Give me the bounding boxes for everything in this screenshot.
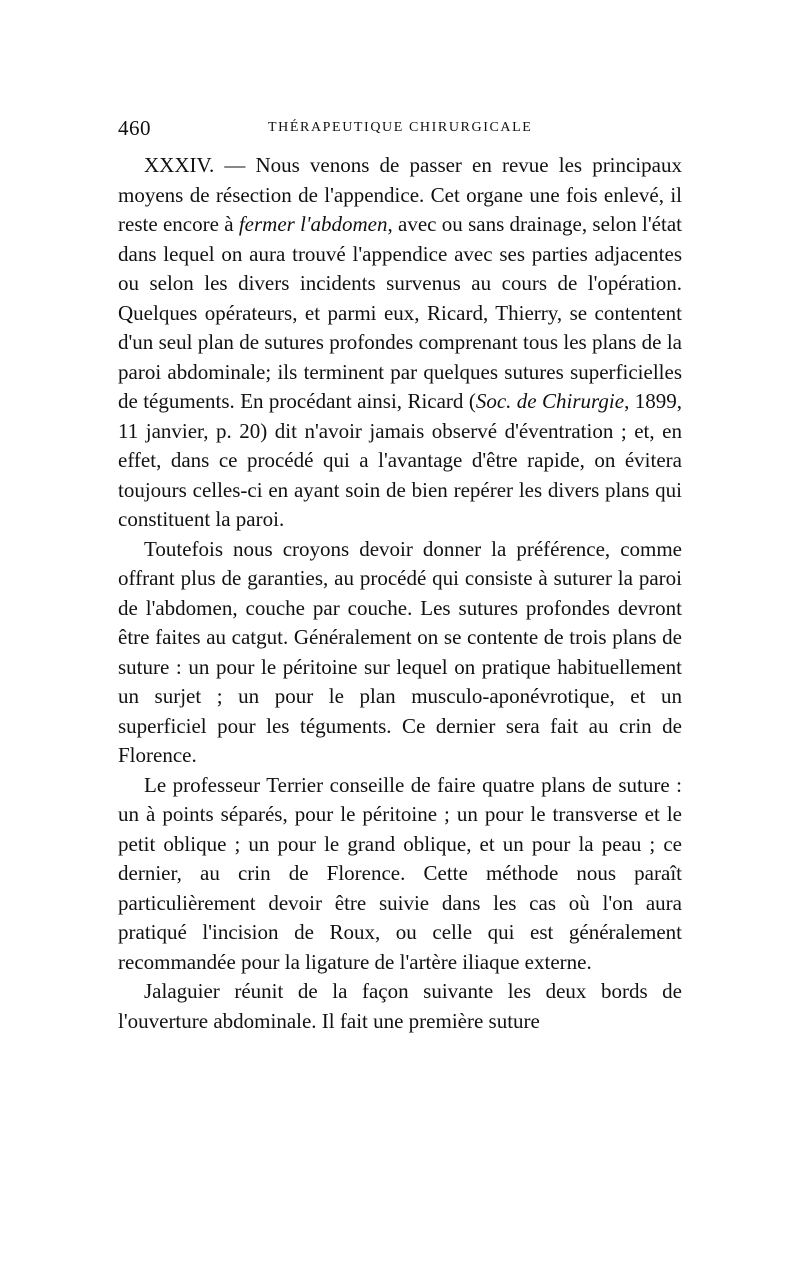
paragraph (118, 151, 682, 535)
page-header (118, 116, 682, 146)
paragraph (118, 535, 682, 771)
italic-text: fermer l'abdomen (238, 212, 388, 236)
text-segment: Jalaguier réunit de la façon suivante les deux bords de l'ouverture abdominale. Il fait une première suture (118, 979, 682, 1033)
page-number: 460 (118, 116, 151, 140)
body-text (118, 151, 682, 1036)
text-segment: Le professeur Terrier conseille de faire quatre plans de suture : un à points séparés, pour le péritoine ; un pour le transverse et le petit oblique ; un pour le grand oblique, et un pour la peau ; ce dernier, au crin de Florence. Cette méthode nous paraît particulièrement devoir être suivie dans les cas où l'on aura pratiqué l'incision de Roux, ou celle qui est généralement recommandée pour la ligature de l'artère iliaque externe. (118, 772, 682, 974)
text-segment: , avec ou sans drainage, selon l'état dans lequel on aura trouvé l'appendice avec ses parties adjacentes ou selon les divers incidents survenus au cours de l'opération. Quelques opérateurs, et parmi eux, Ricard, Thierry, se contentent d'un seul plan de sutures profondes comprenant tous les plans de la paroi abdominale; ils terminent par quelques sutures superficielles de téguments. En procédant ainsi, Ricard ( (118, 212, 682, 413)
running-head: THÉRAPEUTIQUE CHIRURGICALE (268, 120, 533, 135)
text-segment: , 1899, 11 janvier, p. 20) dit n'avoir jamais observé d'éventration ; et, en effet, dans ce procédé qui a l'avantage d'être rapide, on évitera toujours celles-ci en ayant soin de bien repérer les divers plans qui constituent la paroi. (118, 389, 682, 531)
paragraph (118, 771, 682, 978)
paragraph (118, 977, 682, 1036)
italic-text: Soc. de Chirurgie (475, 389, 625, 413)
text-segment: XXXIV. — Nous venons de passer en revue les principaux moyens de résection de l'appendice. Cet organe une fois enlevé, il reste encore à (118, 153, 682, 236)
text-segment: Toutefois nous croyons devoir donner la préférence, comme offrant plus de garanties, au procédé qui consiste à suturer la paroi de l'abdomen, couche par couche. Les sutures profondes devront être faites au catgut. Généralement on se contente de trois plans de suture : un pour le péritoine sur lequel on pratique habituellement un surjet ; un pour le plan musculo-aponévrotique, et un superficiel pour les téguments. Ce dernier sera fait au crin de Florence. (118, 536, 682, 767)
